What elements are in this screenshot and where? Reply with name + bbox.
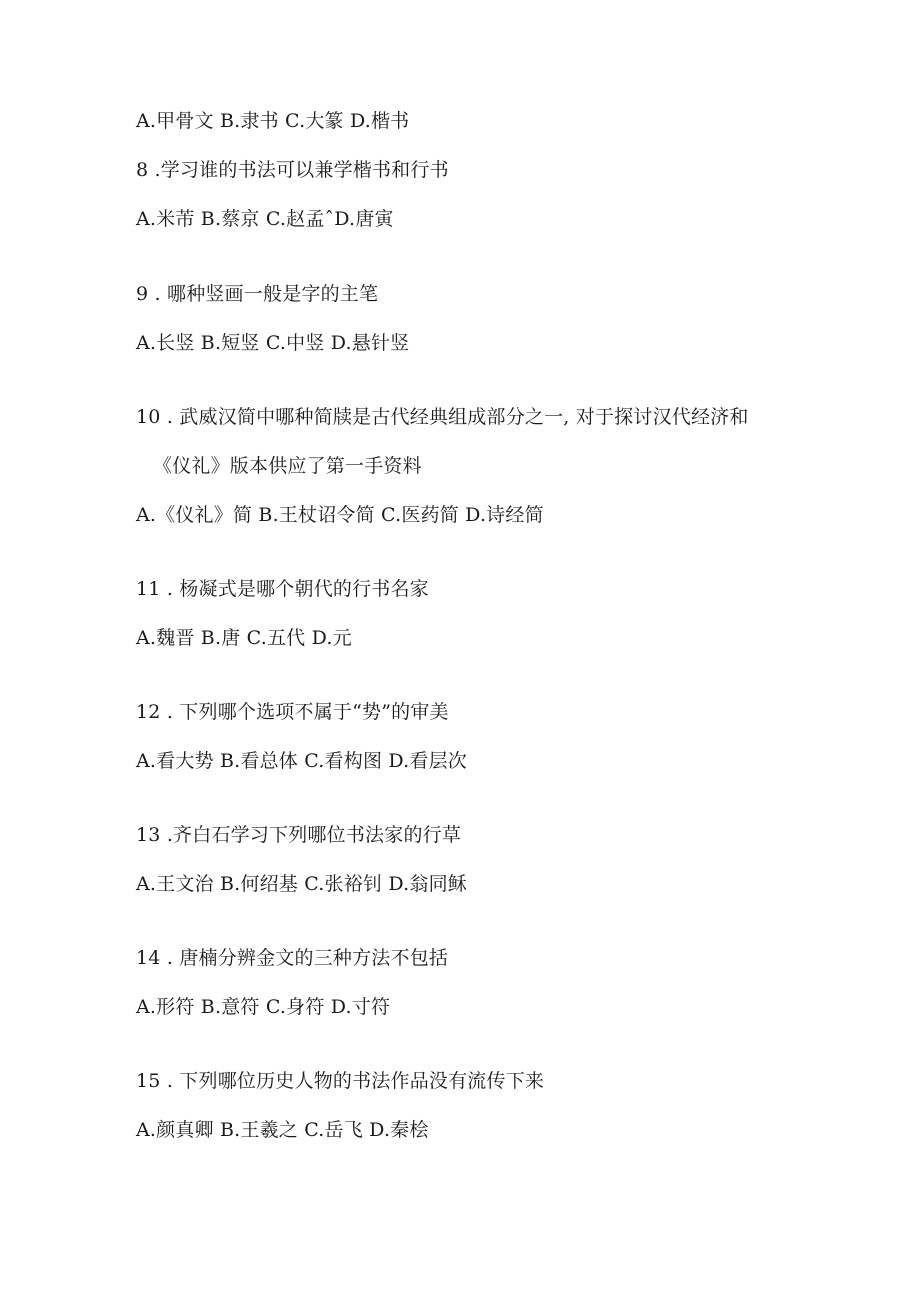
q13-options: A.王文治 B.何绍基 C.张裕钊 D.翁同稣 xyxy=(136,873,467,895)
q15-question: 15 . 下列哪位历史人物的书法作品没有流传下来 xyxy=(136,1070,545,1092)
q8-options: A.米芾 B.蔡京 C.赵孟ˆD.唐寅 xyxy=(136,208,394,230)
q8-question: 8 .学习谁的书法可以兼学楷书和行书 xyxy=(136,159,449,181)
q9-options: A.长竖 B.短竖 C.中竖 D.悬针竖 xyxy=(136,332,410,354)
q11-options: A.魏晋 B.唐 C.五代 D.元 xyxy=(136,627,352,649)
q10-question-continued: 《仪礼》版本供应了第一手资料 xyxy=(153,455,422,477)
q13-question: 13 .齐白石学习下列哪位书法家的行草 xyxy=(136,824,462,846)
q14-question: 14 . 唐楠分辨金文的三种方法不包括 xyxy=(136,947,449,969)
q7-options: A.甲骨文 B.隶书 C.大篆 D.楷书 xyxy=(136,110,410,132)
q12-question: 12 . 下列哪个选项不属于“势”的审美 xyxy=(136,701,449,723)
q10-options: A.《仪礼》简 B.王杖诏令简 C.医药简 D.诗经简 xyxy=(136,504,544,526)
q10-question: 10 . 武威汉简中哪种简牍是古代经典组成部分之一, 对于探讨汉代经济和 xyxy=(136,406,749,428)
q14-options: A.形符 B.意符 C.身符 D.寸符 xyxy=(136,996,391,1018)
q12-options: A.看大势 B.看总体 C.看构图 D.看层次 xyxy=(136,750,467,772)
q9-question: 9 . 哪种竖画一般是字的主笔 xyxy=(136,283,379,305)
q15-options: A.颜真卿 B.王羲之 C.岳飞 D.秦桧 xyxy=(136,1119,429,1141)
q11-question: 11 . 杨凝式是哪个朝代的行书名家 xyxy=(136,578,429,600)
